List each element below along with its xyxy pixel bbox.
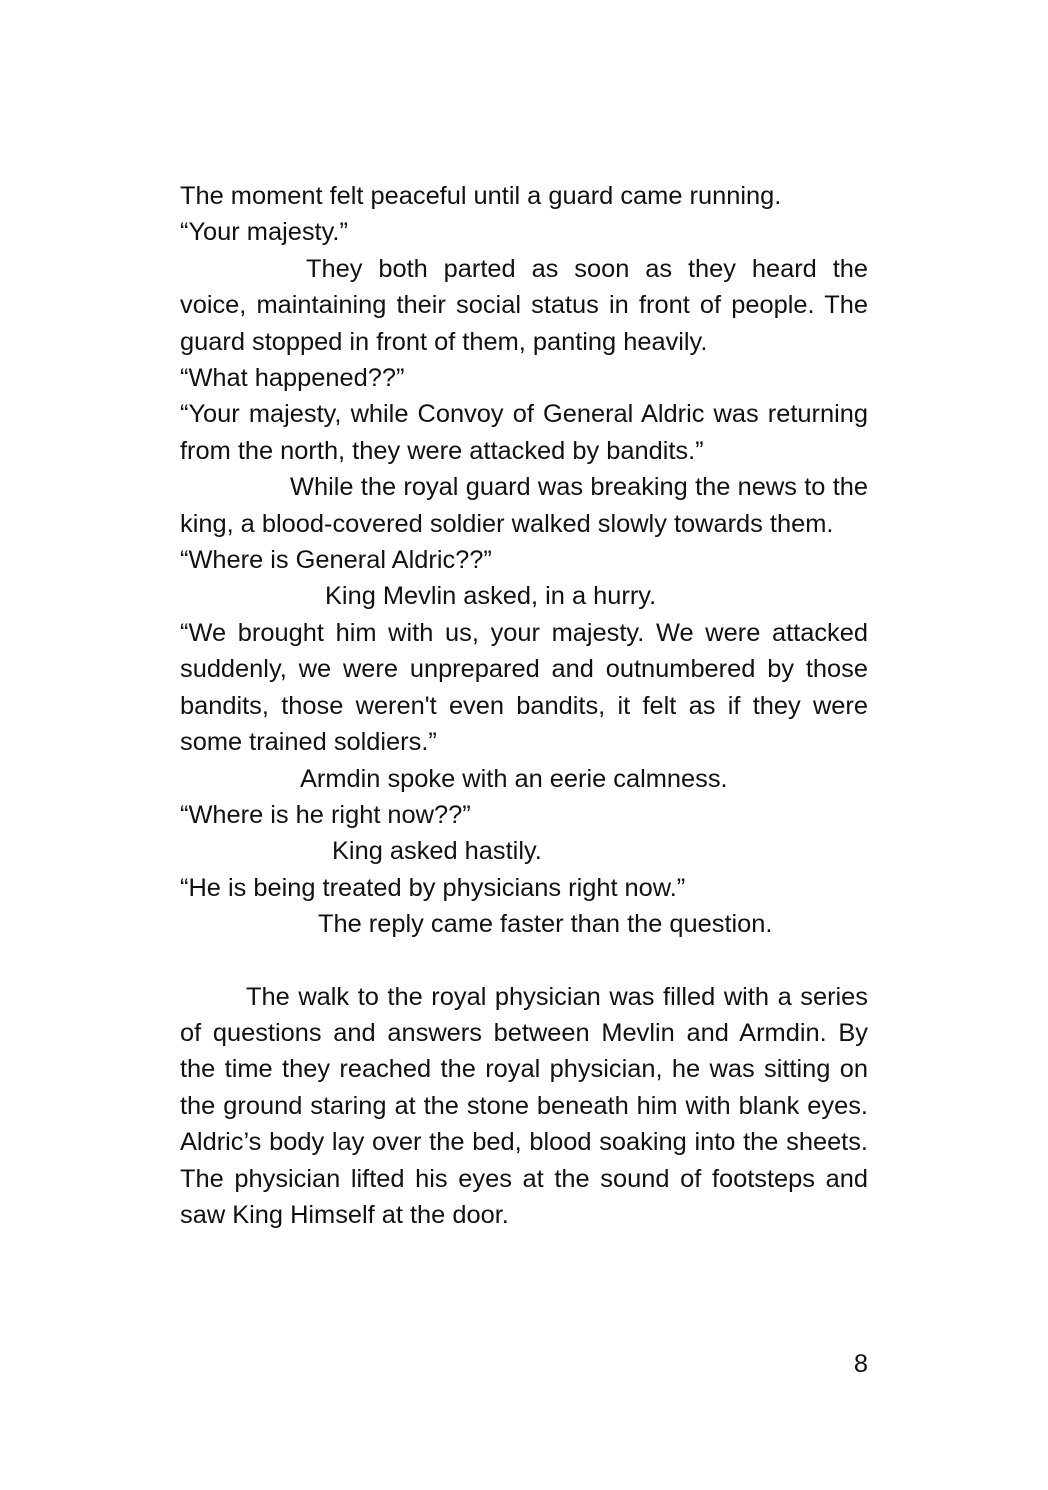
paragraph: The walk to the royal physician was filled with a series of questions and answers between Mevlin and Armdin. By the time they reached the royal physician, he was sitting on the ground staring at the stone beneath him with blank eyes. Aldric’s body lay over the bed, blood soaking into the sheets. The physician lifted his eyes at the sound of footsteps and saw King Himself at the door. [180,982,868,1229]
dialogue-line: “Your majesty, while Convoy of General Aldric was returning from the north, they were attacked by bandits.” [180,400,868,465]
dialogue-line: “Where is General Aldric??” [180,546,492,575]
narration-line: King asked hastily. [332,837,542,866]
dialogue-line: “Where is he right now??” [180,800,471,829]
page-body [180,178,868,1233]
dialogue-line: “We brought him with us, your majesty. We were attacked suddenly, we were unprepared and outnumbered by those bandits, those weren't even bandits, it felt as if they were some trained soldiers.” [180,618,868,757]
narration-line: King Mevlin asked, in a hurry. [325,582,657,611]
narration-line: The reply came faster than the question. [318,910,773,939]
paragraph-gap [180,943,868,979]
paragraph: They both parted as soon as they heard the voice, maintaining their social status in front of people. The guard stopped in front of them, panting heavily. [180,254,868,356]
dialogue-line: “What happened??” [180,364,405,393]
narration-line: Armdin spoke with an eerie calmness. [300,764,728,793]
paragraph: The moment felt peaceful until a guard came running. [180,182,782,210]
page-number: 8 [853,1350,868,1378]
paragraph: While the royal guard was breaking the news to the king, a blood-covered soldier walked slowly towards them. [180,473,868,538]
dialogue-line: “He is being treated by physicians right now.” [180,873,686,902]
dialogue-line: “Your majesty.” [180,218,348,247]
